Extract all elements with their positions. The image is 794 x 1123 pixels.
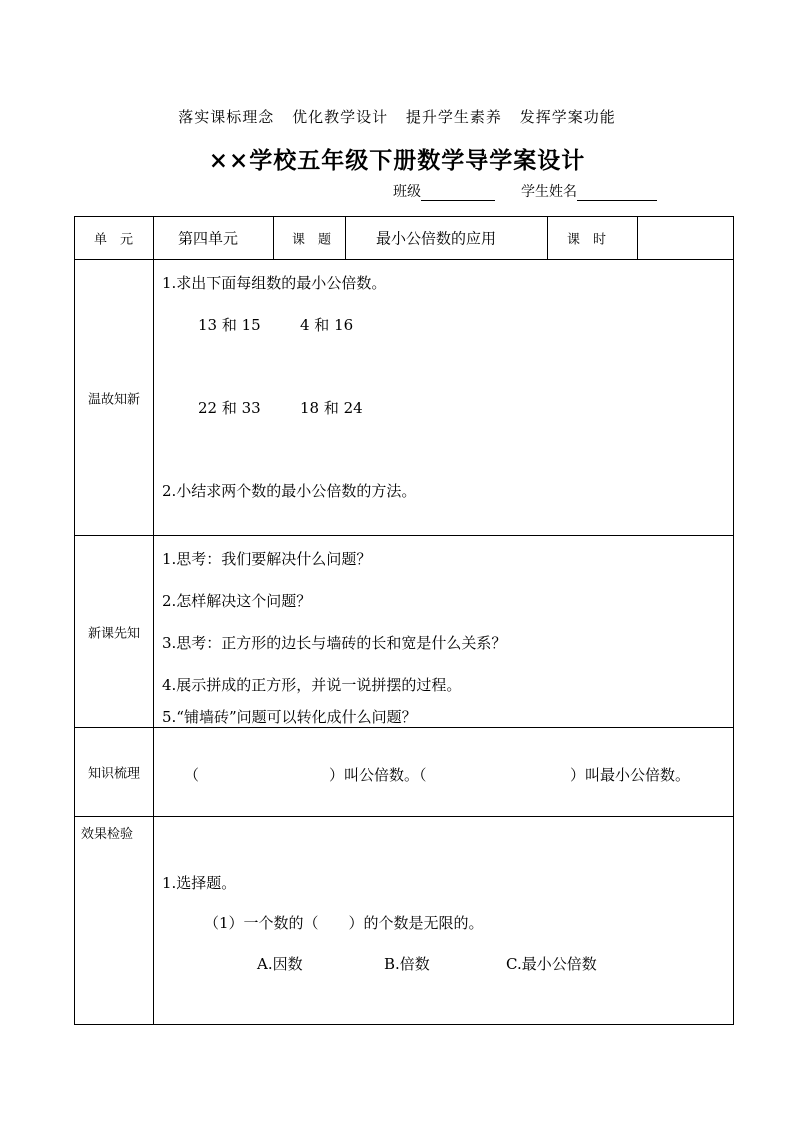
check-label-cell: [75, 817, 154, 1024]
preview-label: 新课先知: [87, 626, 140, 641]
preview-item: 5.“铺墙砖”问题可以转化成什么问题？: [162, 708, 417, 726]
preview-item: 3.思考：正方形的边长与墙砖的长和宽是什么关系？: [162, 634, 507, 652]
unit-label-cell: [75, 217, 154, 259]
unit-label: 单 元: [94, 232, 134, 248]
class-blank[interactable]: [421, 185, 495, 201]
option-b[interactable]: B.倍数: [384, 955, 430, 973]
period-label: 课 时: [567, 232, 607, 248]
knowledge-label: 知识梳理: [87, 766, 140, 782]
topic-label: 课 题: [292, 232, 332, 248]
header-row: [75, 217, 733, 260]
knowledge-row: [75, 728, 733, 817]
motto-item: 提升学生素养: [405, 108, 502, 126]
preview-item: 2.怎样解决这个问题？: [162, 592, 312, 610]
motto-item: 优化教学设计: [292, 108, 389, 126]
topic-label-cell: [274, 217, 346, 259]
preview-row: [75, 536, 733, 728]
least-common-multiple-text: ）叫最小公倍数。: [570, 766, 691, 784]
motto-item: 发挥学案功能: [519, 108, 616, 126]
knowledge-label-cell: [75, 728, 154, 816]
student-info: [393, 181, 657, 201]
common-multiple-text: ）叫公倍数。（: [329, 766, 427, 784]
topic-value: 最小公倍数的应用: [376, 229, 497, 248]
topic-value-cell: [346, 217, 548, 259]
knowledge-content: [154, 728, 733, 816]
check-subquestion-1: （1）一个数的（ ）的个数是无限的。: [204, 914, 484, 932]
check-content: [154, 817, 733, 1024]
check-row: [75, 817, 733, 1024]
review-question-2: 2.小结求两个数的最小公倍数的方法。: [162, 482, 417, 500]
number-pair: 18 和 24: [300, 399, 363, 417]
number-pair: 22 和 33: [198, 399, 261, 417]
option-a[interactable]: A.因数: [257, 955, 303, 973]
class-label: 班级: [393, 184, 421, 200]
review-label: 温故知新: [87, 392, 140, 407]
lesson-table: [74, 216, 734, 1025]
review-question-1: 1.求出下面每组数的最小公倍数。: [162, 274, 387, 292]
preview-content: [154, 536, 733, 727]
review-row: [75, 260, 733, 536]
check-label: 效果检验: [81, 827, 134, 842]
number-pair: 13 和 15: [198, 316, 261, 334]
period-label-cell: [548, 217, 638, 259]
page-title: ××学校五年级下册数学导学案设计: [208, 147, 586, 174]
review-label-cell: [75, 260, 154, 535]
preview-item: 1.思考：我们要解决什么问题？: [162, 550, 372, 568]
unit-value: 第四单元: [178, 229, 239, 248]
motto-line: [0, 106, 794, 127]
option-c[interactable]: C.最小公倍数: [506, 955, 597, 973]
preview-label-cell: [75, 536, 154, 727]
student-name-blank[interactable]: [577, 185, 657, 201]
motto-item: 落实课标理念: [178, 108, 275, 126]
preview-item: 4.展示拼成的正方形，并说一说拼摆的过程。: [162, 676, 462, 694]
student-name-label: 学生姓名: [521, 184, 577, 200]
period-value-cell[interactable]: [638, 217, 733, 259]
review-content: [154, 260, 733, 535]
unit-value-cell: [154, 217, 274, 259]
blank-open-paren: （: [184, 766, 200, 784]
check-question-1: 1.选择题。: [162, 874, 237, 892]
number-pair: 4 和 16: [300, 316, 354, 334]
